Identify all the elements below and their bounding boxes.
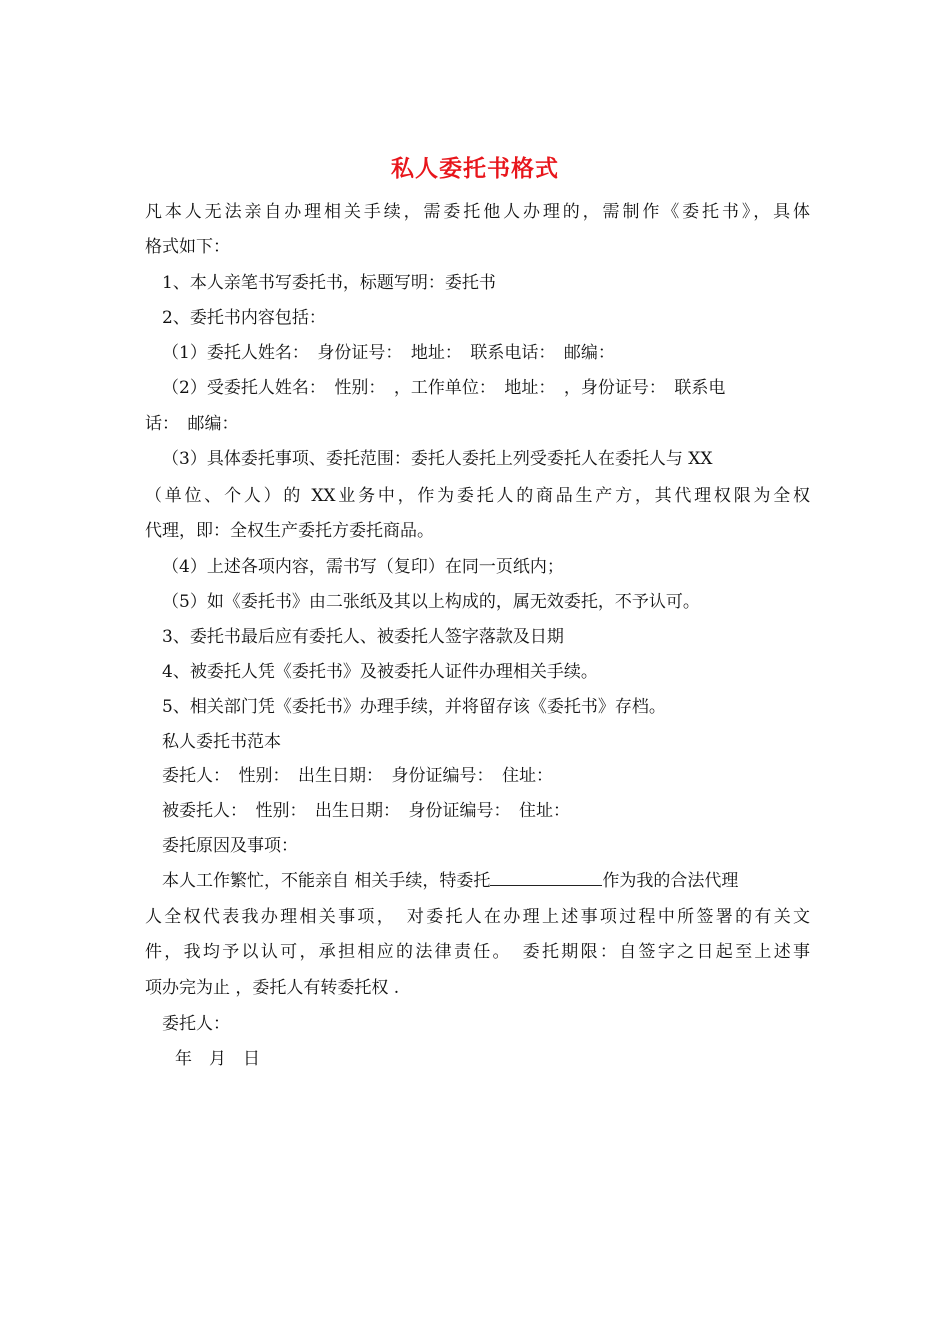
list-item: （4）上述各项内容，需书写（复印）在同一页纸内；: [162, 557, 564, 577]
body-line: 人全权代表我办理相关事项， 对委托人在办理上述事项过程中所签署的有关文: [145, 907, 810, 927]
list-item: （2）受委托人姓名： 性别： ，工作单位： 地址： ，身份证号： 联系电: [162, 378, 726, 398]
paragraph-line: （单位、个人）的 XX业务中，作为委托人的商品生产方，其代理权限为全权: [145, 486, 810, 506]
list-item: （3）具体委托事项、委托范围：委托人委托上列受委托人在委托人与 XX: [162, 449, 713, 469]
body-line: 件，我均予以认可，承担相应的法律责任。 委托期限：自签字之日起至上述事: [145, 942, 810, 962]
body-text-before: 本人工作繁忙，不能亲自 相关手续，特委托: [162, 871, 491, 891]
body-line: [162, 869, 810, 892]
list-item: （5）如《委托书》由二张纸及其以上构成的，属无效委托，不予认可。: [162, 592, 700, 612]
body-text-after: 作为我的合法代理: [602, 871, 739, 891]
form-line: 委托人： 性别： 出生日期： 身份证编号： 住址：: [162, 766, 553, 786]
reason-heading: 委托原因及事项：: [162, 836, 298, 856]
list-item: 1、本人亲笔书写委托书，标题写明：委托书: [162, 273, 496, 293]
date-line: 年 月 日: [175, 1049, 260, 1069]
section-heading: 私人委托书范本: [162, 732, 281, 752]
list-item: （1）委托人姓名： 身份证号： 地址： 联系电话： 邮编：: [162, 343, 615, 363]
list-item: 5、相关部门凭《委托书》办理手续，并将留存该《委托书》存档。: [162, 697, 666, 717]
paragraph-line: 代理，即：全权生产委托方委托商品。: [145, 521, 434, 541]
paragraph-line: 话： 邮编：: [145, 414, 239, 434]
document-title: 私人委托书格式: [391, 155, 559, 182]
paragraph-line: 格式如下：: [145, 237, 230, 257]
list-item: 2、委托书内容包括：: [162, 308, 326, 328]
paragraph-line: 凡本人无法亲自办理相关手续，需委托他人办理的，需制作《委托书》，具体: [145, 202, 810, 222]
list-item: 4、被委托人凭《委托书》及被委托人证件办理相关手续。: [162, 662, 598, 682]
list-item: 3、委托书最后应有委托人、被委托人签字落款及日期: [162, 627, 564, 647]
signature-label: 委托人：: [162, 1014, 230, 1034]
agent-name-blank: [490, 869, 602, 886]
body-line: 项办完为止 ，委托人有转委托权 .: [145, 978, 400, 998]
form-line: 被委托人： 性别： 出生日期： 身份证编号： 住址：: [162, 801, 570, 821]
